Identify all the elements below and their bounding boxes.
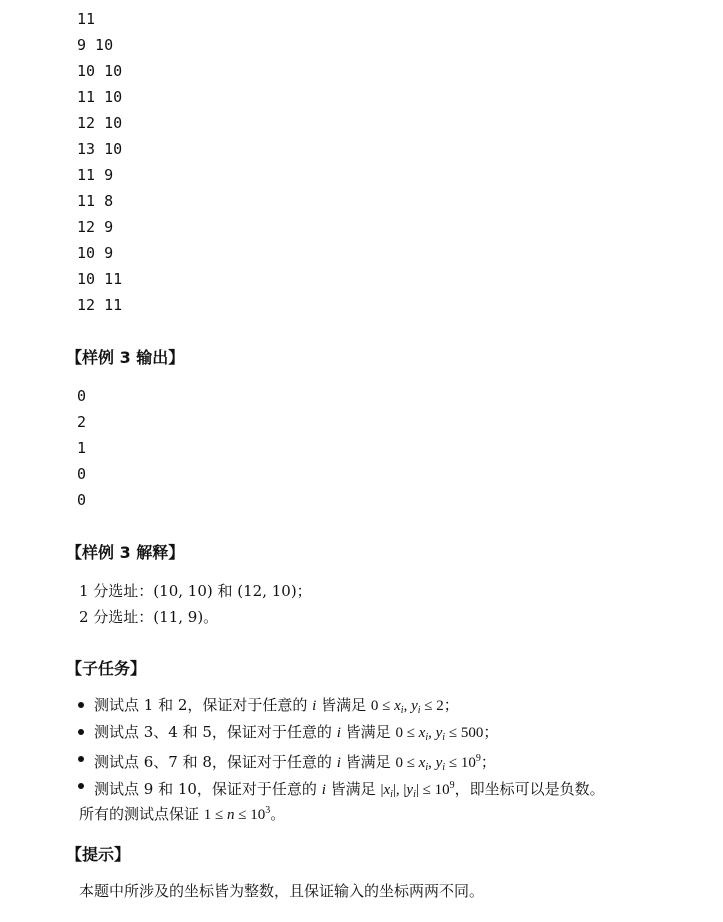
input-line: 11 9	[77, 166, 114, 184]
bullet-dot	[78, 702, 84, 708]
input-line: 13 10	[77, 140, 123, 158]
input-line: 10 10	[77, 62, 123, 80]
output-line: 0	[77, 491, 87, 509]
output-line: 2	[77, 413, 87, 431]
output-line: 0	[77, 465, 87, 483]
bullet-dot	[78, 756, 84, 762]
input-line: 12 11	[77, 296, 123, 314]
explain-line: 1 分选址：(10, 10) 和 (12, 10)；	[79, 582, 312, 600]
input-line: 10 11	[77, 270, 123, 288]
subtasks-heading: 【子任务】	[66, 659, 147, 678]
input-line: 12 10	[77, 114, 123, 132]
subtask-item: 测试点 6、7 和 8，保证对于任意的 i 皆满足 $0 \le x_i$, $y_i \le 10^9$；	[94, 753, 496, 773]
explain-line: 2 分选址：(11, 9)。	[79, 608, 219, 626]
subtask-item: 测试点 9 和 10，保证对于任意的 i 皆满足 $|x_i|$, $|y_i| \le 10^9$，即坐标可以是负数。	[94, 780, 605, 800]
subtask-item: 测试点 1 和 2，保证对于任意的 i 皆满足 $0 \le x_i$, $y_i \le 2$；	[94, 696, 459, 716]
hint-text: 本题中所涉及的坐标皆为整数，且保证输入的坐标两两不同。	[79, 882, 485, 900]
input-line: 11	[77, 10, 96, 28]
subtask-item: 测试点 3、4 和 5，保证对于任意的 i 皆满足 $0 \le x_i$, $y_i \le 500$；	[94, 723, 499, 743]
subtask-all-note: 所有的测试点保证 $1 \le n \le 10^3$。	[79, 805, 286, 823]
output-line: 0	[77, 387, 87, 405]
bullet-dot	[78, 729, 84, 735]
input-line: 11 8	[77, 192, 114, 210]
input-line: 12 9	[77, 218, 114, 236]
input-line: 9 10	[77, 36, 114, 54]
input-line: 11 10	[77, 88, 123, 106]
output-line: 1	[77, 439, 87, 457]
bullet-dot	[78, 783, 84, 789]
input-line: 10 9	[77, 244, 114, 262]
sample3-output-heading: 【样例 3 输出】	[66, 348, 185, 367]
hint-heading: 【提示】	[66, 845, 131, 864]
sample3-explain-heading: 【样例 3 解释】	[66, 543, 185, 562]
